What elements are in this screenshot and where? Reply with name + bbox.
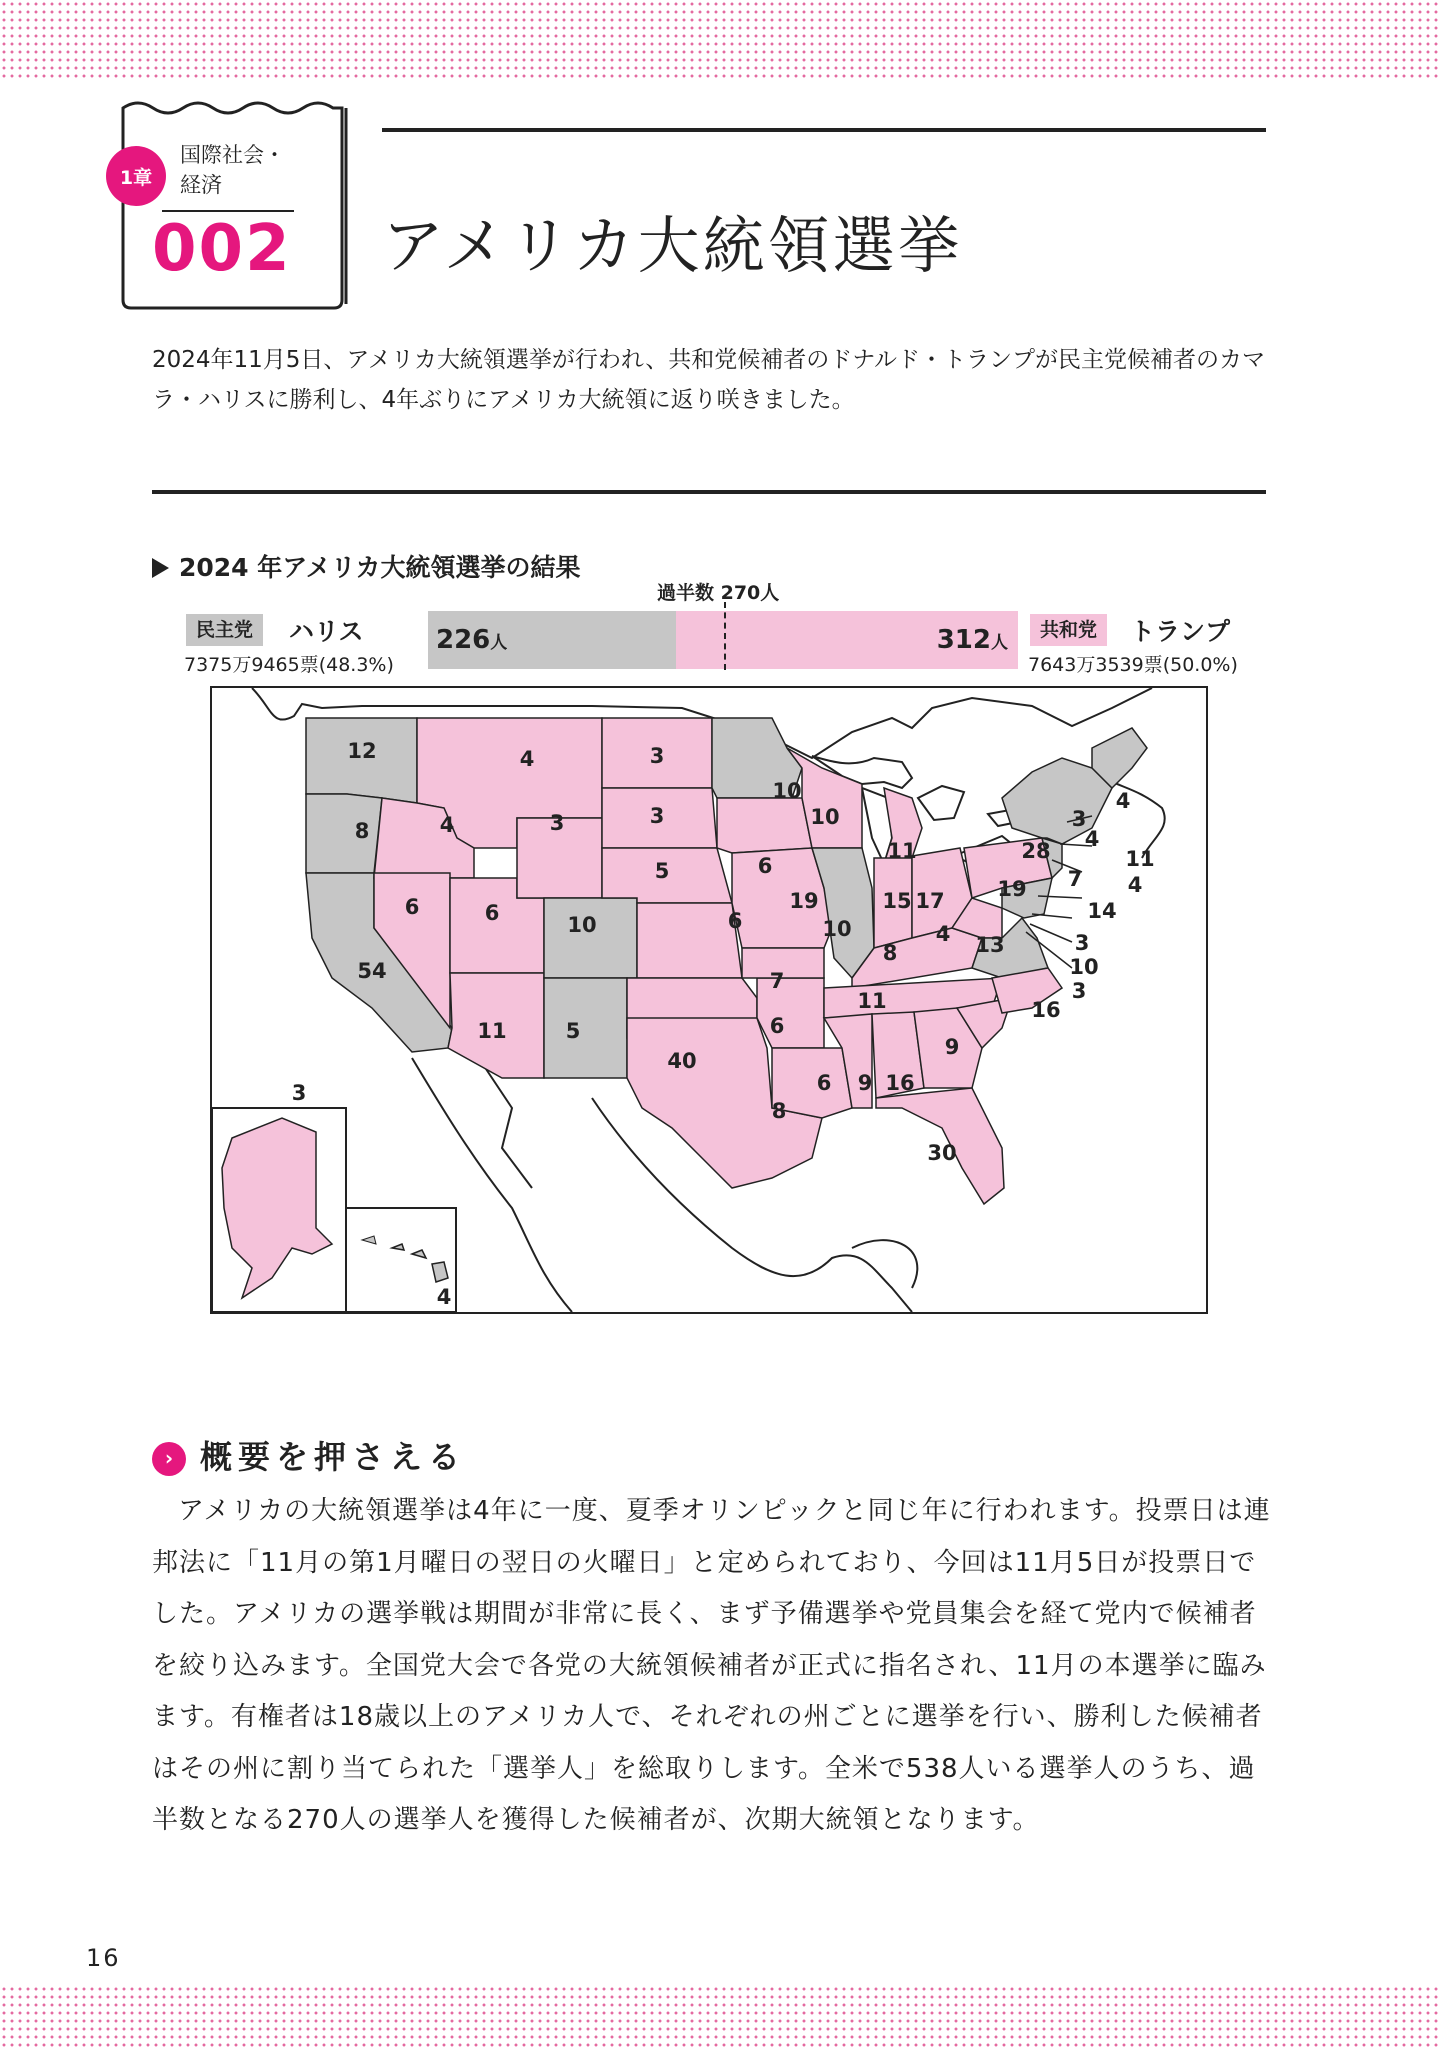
chevron-right-icon: › (152, 1442, 186, 1476)
overview-heading-text: 概要を押さえる (200, 1438, 467, 1476)
state-ev-label: 3 (1071, 807, 1087, 831)
state-ev-label: 6 (769, 1014, 785, 1038)
state-ev-label: 7 (1067, 867, 1083, 891)
map-svg (212, 688, 1206, 1312)
state-ev-label: 4 (436, 1285, 452, 1309)
state-ev-label: 15 (882, 889, 912, 913)
state-ev-label: 11 (477, 1019, 507, 1043)
state-ev-label: 13 (975, 933, 1005, 957)
section-divider (152, 490, 1266, 494)
state-ev-label: 10 (822, 917, 852, 941)
state-ev-label: 3 (291, 1081, 307, 1105)
democrat-electoral-votes: 226人 (436, 625, 508, 655)
republican-electoral-votes: 312人 (936, 625, 1008, 655)
state-ev-label: 10 (1069, 955, 1099, 979)
overview-body: アメリカの大統領選挙は4年に一度、夏季オリンピックと同じ年に行われます。投票日は連邦法に「11月の第1月曜日の翌日の火曜日」と定められており、今回は11月5日が投票日でした。アメリカの選挙戦は期間が非常に長く、まず予備選挙や党員集会を経て党内で候補者を絞り込みます。全国党大会で各党の大統領候補者が正式に指名され、11月の本選挙に臨みます。有権者は18歳以上のアメリカ人で、それぞれの州ごとに選挙を行い、勝利した候補者はその州に割り当てられた「選挙人」を総取りします。全米で538人いる選挙人のうち、過半数となる270人の選挙人を獲得した候補者が、次期大統領となります。 (152, 1496, 1271, 1835)
majority-line (724, 602, 726, 670)
state-ev-label: 4 (1115, 789, 1131, 813)
state-ev-label: 3 (1074, 931, 1090, 955)
state-ev-label: 19 (789, 889, 819, 913)
state-ev-label: 8 (882, 941, 898, 965)
democrat-bar (428, 611, 676, 669)
top-dot-pattern (0, 0, 1440, 80)
chapter-badge: 1章 (106, 146, 166, 206)
page-number: 16 (86, 1944, 121, 1972)
state-ev-label: 4 (519, 747, 535, 771)
state-ev-label: 3 (1071, 979, 1087, 1003)
republican-candidate: トランプ (1130, 617, 1231, 646)
electoral-vote-bar (428, 611, 1018, 669)
state-ev-label: 11 (857, 989, 887, 1013)
state-ev-label: 11 (1125, 847, 1155, 871)
state-ev-label: 9 (857, 1071, 873, 1095)
state-ev-label: 3 (549, 811, 565, 835)
state-ev-label: 54 (357, 959, 387, 983)
state-ev-label: 4 (439, 813, 455, 837)
bottom-dot-pattern (0, 1985, 1440, 2051)
state-ev-label: 40 (667, 1049, 697, 1073)
state-ev-label: 16 (885, 1071, 915, 1095)
state-ev-label: 4 (935, 922, 951, 946)
state-ev-label: 6 (757, 854, 773, 878)
state-ev-label: 8 (771, 1099, 787, 1123)
democrat-candidate: ハリス (289, 617, 364, 646)
triangle-bullet-icon (152, 558, 169, 578)
state-ev-label: 6 (727, 909, 743, 933)
state-ev-label: 5 (654, 859, 670, 883)
state-ev-label: 4 (1127, 873, 1143, 897)
state-ev-label: 6 (816, 1071, 832, 1095)
state-ev-label: 7 (769, 969, 785, 993)
republican-party-label: 共和党 (1030, 614, 1107, 646)
state-ev-label: 5 (565, 1019, 581, 1043)
state-ev-label: 14 (1087, 899, 1117, 923)
state-ev-label: 8 (354, 819, 370, 843)
figure-title-text: 2024 年アメリカ大統領選挙の結果 (179, 553, 581, 582)
state-ev-label: 3 (649, 804, 665, 828)
democrat-party-label: 民主党 (186, 614, 263, 646)
title-rule (382, 128, 1266, 132)
republican-bar (676, 611, 1018, 669)
chapter-name: 国際社会・経済 (180, 143, 285, 197)
state-ev-label: 6 (404, 895, 420, 919)
figure-title (152, 548, 581, 584)
democrat-popular-votes: 7375万9465票(48.3%) (184, 654, 394, 676)
state-ev-label: 17 (915, 889, 945, 913)
overview-heading (152, 1432, 466, 1478)
state-ev-label: 3 (649, 744, 665, 768)
state-ev-label: 4 (1084, 827, 1100, 851)
state-ev-label: 10 (567, 913, 597, 937)
state-ev-label: 12 (347, 739, 377, 763)
state-ev-label: 30 (927, 1141, 957, 1165)
state-ev-label: 10 (772, 779, 802, 803)
chapter-number: 002 (152, 212, 292, 286)
state-ev-label: 9 (944, 1035, 960, 1059)
us-electoral-map (210, 686, 1208, 1314)
republican-popular-votes: 7643万3539票(50.0%) (1028, 654, 1238, 676)
page-title: アメリカ大統領選挙 (382, 209, 963, 282)
state-ev-label: 28 (1021, 839, 1051, 863)
state-ev-label: 10 (810, 805, 840, 829)
state-ev-label: 11 (887, 839, 917, 863)
state-ev-label: 6 (484, 901, 500, 925)
state-ev-label: 16 (1031, 998, 1061, 1022)
majority-label: 過半数 270人 (657, 582, 780, 604)
lead-paragraph: 2024年11月5日、アメリカ大統領選挙が行われ、共和党候補者のドナルド・トランプが民主党候補者のカマラ・ハリスに勝利し、4年ぶりにアメリカ大統領に返り咲きました。 (152, 347, 1266, 413)
state-ev-label: 19 (997, 877, 1027, 901)
